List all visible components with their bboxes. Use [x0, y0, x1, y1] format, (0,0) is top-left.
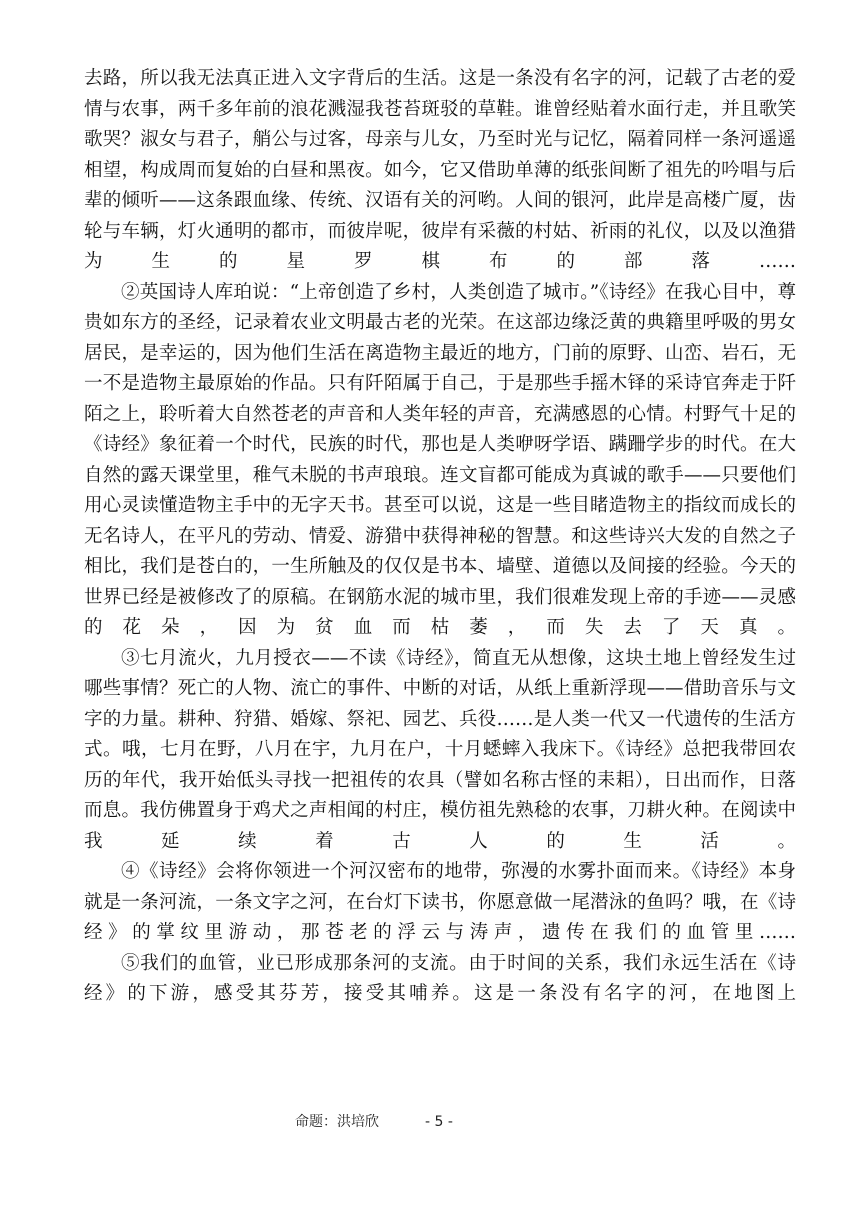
paragraph-2: ②英国诗人库珀说：“上帝创造了乡村，人类创造了城市。”《诗经》在我心目中，尊贵如东方的圣经，记录着农业文明最古老的光荣。在这部边缘泛黄的典籍里呼吸的男女居民，是幸运的，因为他们生活在离造物主最近的地方，门前的原野、山峦、岩石，无一不是造物主最原始的作品。只有阡陌属于自己，于是那些手摇木铎的采诗官奔走于阡陌之上，聆听着大自然苍老的声音和人类年轻的声音，充满感恩的心情。村野气十足的《诗经》象征着一个时代，民族的时代，那也是人类咿呀学语、蹒跚学步的时代。在大自然的露天课堂里，稚气未脱的书声琅琅。连文盲都可能成为真诚的歌手——只要他们用心灵读懂造物主手中的无字天书。甚至可以说，这是一些目睹造物主的指纹而成长的无名诗人，在平凡的劳动、情爱、游猎中获得神秘的智慧。和这些诗兴大发的自然之子相比，我们是苍白的，一生所触及的仅仅是书本、墙壁、道德以及间接的经验。今天的世界已经是被修改了的原稿。在钢筋水泥的城市里，我们很难发现上帝的手迹——灵感的花朵，因为贫血而枯萎，而失去了天真。: [84, 281, 796, 638]
paragraph-4: ④《诗经》会将你领进一个河汉密布的地带，弥漫的水雾扑面而来。《诗经》本身就是一条河流，一条文字之河，在台灯下读书，你愿意做一尾潜泳的鱼吗？哦，在《诗经》的掌纹里游动，那苍老的浮云与涛声，遗传在我们的血管里……: [84, 861, 796, 943]
paragraph-3: ③七月流火，九月授衣——不读《诗经》，简直无从想像，这块土地上曾经发生过哪些事情？死亡的人物、流亡的事件、中断的对话，从纸上重新浮现——借助音乐与文字的力量。耕种、狩猎、婚嫁、祭祀、园艺、兵役……是人类一代又一代遗传的生活方式。哦，七月在野，八月在宇，九月在户，十月蟋蟀入我床下。《诗经》总把我带回农历的年代，我开始低头寻找一把祖传的农具（譬如名称古怪的耒耜），日出而作，日落而息。我仿佛置身于鸡犬之声相闻的村庄，模仿祖先熟稔的农事，刀耕火种。在阅读中我延续着古人的生活。: [84, 647, 796, 852]
paragraph-continued: 去路，所以我无法真正进入文字背后的生活。这是一条没有名字的河，记载了古老的爱情与农事，两千多年前的浪花溅湿我苍苔斑驳的草鞋。谁曾经贴着水面行走，并且歌笑歌哭？淑女与君子，艄公与过客，母亲与儿女，乃至时光与记忆，隔着同样一条河遥遥相望，构成周而复始的白昼和黑夜。如今，它又借助单薄的纸张间断了祖先的吟唱与后辈的倾听——这条跟血缘、传统、汉语有关的河哟。人间的银河，此岸是高楼广厦，齿轮与车辆，灯火通明的都市，而彼岸呢，彼岸有采薇的村姑、祈雨的礼仪，以及以渔猎为生的星罗棋布的部落……: [84, 68, 796, 272]
paragraph-5: ⑤我们的血管，业已形成那条河的支流。由于时间的关系，我们永远生活在《诗经》的下游，感受其芬芳，接受其哺养。这是一条没有名字的河，在地图上: [84, 952, 796, 1004]
article-body: [84, 64, 796, 1010]
page-number: - 5 -: [425, 1114, 453, 1130]
footer-author: 命题：洪培欣: [295, 1114, 379, 1130]
